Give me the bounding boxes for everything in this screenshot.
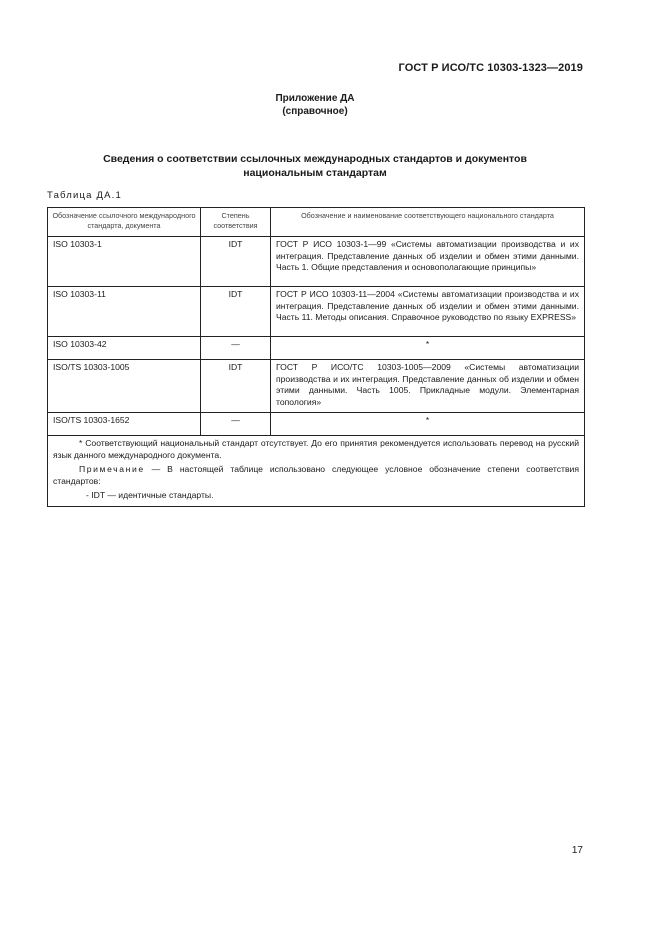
footnote: * Соответствующий национальный стандарт отсутствует. До его принятия рекомендуется использовать перевод на русский язык данного международного документа. — [53, 438, 579, 460]
notes-row — [48, 436, 585, 507]
header-degree: Степень соответствия — [201, 208, 271, 237]
cell-name: ГОСТ Р ИСО 10303-1—99 «Системы автоматизации производства и их интеграция. Представление данных об изделии и обмен этими данными. Часть 1. Общие представления и основополагающие принципы» — [271, 237, 585, 287]
cell-degree: — — [201, 413, 271, 436]
header-code: Обозначение ссылочного междунарoдного стандарта, документа — [48, 208, 201, 237]
cell-code: ISO 10303-1 — [48, 237, 201, 287]
page-number: 17 — [571, 845, 583, 856]
document-id: ГОСТ Р ИСО/ТС 10303-1323—2019 — [398, 62, 583, 74]
section-title-line2: национальным стандартам — [243, 166, 387, 179]
note — [53, 464, 579, 487]
cell-code: ISO/TS 10303-1652 — [48, 413, 201, 436]
table-row — [48, 337, 585, 360]
notes-cell — [48, 436, 585, 507]
note-item: - IDT — идентичные стандарты. — [86, 490, 214, 500]
appendix-subtitle: (справочное) — [282, 106, 348, 117]
cell-name: ГОСТ Р ИСО 10303-11—2004 «Системы автоматизации производства и их интеграция. Представление данных об изделии и обмен этими данными. Часть 11. Методы описания. Справочное руководство по языку EXPRESS» — [271, 287, 585, 337]
table-row — [48, 237, 585, 287]
conformity-table — [47, 207, 585, 507]
table-caption: Таблица ДА.1 — [47, 190, 122, 201]
header-name: Обозначение и наименование соответствующего национального стандарта — [271, 208, 585, 237]
table-row — [48, 287, 585, 337]
table-row — [48, 360, 585, 413]
cell-name: * — [271, 413, 585, 436]
table-row — [48, 413, 585, 436]
cell-code: ISO 10303-11 — [48, 287, 201, 337]
section-title-line1: Сведения о соответствии ссылочных международных стандартов и документов — [103, 153, 527, 165]
note-text: — В настоящей таблице использовано следующее условное обозначение степени соответствия стандартов: — [53, 464, 579, 486]
cell-degree: IDT — [201, 237, 271, 287]
cell-degree: IDT — [201, 360, 271, 413]
note-label: Примечание — [79, 464, 145, 474]
appendix-title: Приложение ДА — [275, 93, 355, 104]
section-title — [0, 153, 630, 180]
appendix-heading — [0, 92, 630, 118]
cell-degree: — — [201, 337, 271, 360]
cell-name: * — [271, 337, 585, 360]
cell-degree: IDT — [201, 287, 271, 337]
table-header-row — [48, 208, 585, 237]
cell-code: ISO 10303-42 — [48, 337, 201, 360]
cell-code: ISO/TS 10303-1005 — [48, 360, 201, 413]
cell-name: ГОСТ Р ИСО/ТС 10303-1005—2009 «Системы автоматизации производства и их интеграция. Представление данных об изделии и обмен этими данными. Часть 1005. Прикладные модули. Элементарная топология» — [271, 360, 585, 413]
